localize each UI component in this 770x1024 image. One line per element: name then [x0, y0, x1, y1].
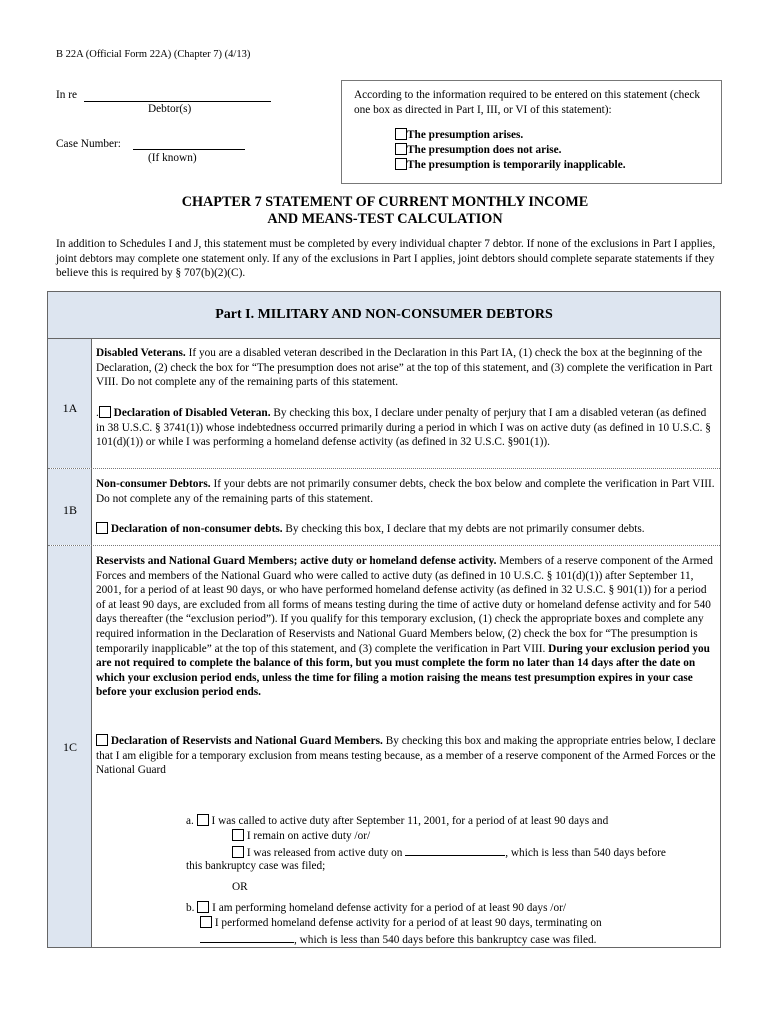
- case-number-field[interactable]: [133, 138, 245, 150]
- option-a-sub2-cont: this bankruptcy case was filed;: [186, 860, 326, 872]
- page-title: CHAPTER 7 STATEMENT OF CURRENT MONTHLY INCOME AND MEANS-TEST CALCULATION: [181, 194, 589, 227]
- part-1-heading: Part I. MILITARY AND NON-CONSUMER DEBTORS: [48, 292, 720, 339]
- disabled-veteran-checkbox[interactable]: [99, 406, 111, 418]
- option-a-checkbox[interactable]: [197, 814, 209, 826]
- if-known-label: (If known): [148, 152, 197, 164]
- option-b: b. I am performing homeland defense activity for a period of at least 90 days /or/: [186, 902, 566, 914]
- option-a-sub1: I remain on active duty /or/: [232, 829, 370, 844]
- option-b-sub2: , which is less than 540 days before this bankruptcy case was filed.: [200, 931, 596, 948]
- row-1b-text: Non-consumer Debtors. If your debts are not primarily consumer debts, check the box below and complete the verification in Part VIII. Do not complete any of the remaining parts of this statement.: [96, 478, 715, 505]
- row-divider: [48, 468, 720, 469]
- row-1a-text: Disabled Veterans. If you are a disabled veteran described in the Declaration in this Part IA, (1) check the box at the beginning of the Declaration, (2) check the box for “The presumption does not arise” at the top of this statement, and (3) complete the verification in Part VIII. Do not complete any of the remaining parts of this statement.: [96, 347, 713, 389]
- checkbox[interactable]: [395, 128, 407, 140]
- row-1c-number-cell: [48, 546, 92, 947]
- non-consumer-checkbox[interactable]: [96, 522, 108, 534]
- release-date-field[interactable]: [405, 844, 505, 856]
- option-a-sub2: I was released from active duty on , which is less than 540 days before: [232, 844, 666, 861]
- termination-date-field[interactable]: [200, 931, 294, 943]
- presumption-option-arises[interactable]: The presumption arises.: [395, 128, 523, 143]
- row-1a-number-cell: [48, 339, 92, 468]
- option-b-checkbox[interactable]: [197, 901, 209, 913]
- presumption-option-temporarily-inapplicable[interactable]: The presumption is temporarily inapplicable.: [395, 158, 626, 173]
- intro-text: In addition to Schedules I and J, this statement must be completed by every individual chapter 7 debtor. If none of the exclusions in Part I applies, joint debtors may complete one statement only. If any of the exclusions in Part I applies, joint debtors should complete separate statements if they believe this is required by § 707(b)(2)(C).: [56, 238, 716, 280]
- row-1b-declaration: Declaration of non-consumer debts. By checking this box, I declare that my debts are not primarily consumer debts.: [96, 522, 716, 537]
- row-1c-number: 1C: [62, 740, 77, 754]
- reservist-checkbox[interactable]: [96, 734, 108, 746]
- row-divider: [48, 545, 720, 546]
- row-1b-number: 1B: [62, 503, 77, 517]
- row-1c-text: Reservists and National Guard Members; active duty or homeland defense activity. Members of a reserve component of the Armed Forces and members of the National Guard who were called to active duty (as defined in 10 U.S.C. § 101(d)(1)) after September 11, 2001, for a period of at least 90 days, or who have performed homeland defense activity (as defined in 32 U.S.C. § 901(1)) for a period of at least 90 days, are excluded from all forms of means testing during the time of active duty or homeland defense activity and for 540 days thereafter (the “exclusion period”). If you qualify for this temporary exclusion, (1) check the appropriate boxes and complete any required information in the Declaration of Reservists and National Guard Members below, (2) check the box for “The presumption is temporarily inapplicable” at the top of this statement, and (3) complete the verification in Part VIII. During your exclusion period you are not required to complete the balance of this form, but you must complete the form no later than 14 days after the date on which your exclusion period ends, unless the time for filing a motion raising the means test presumption expires in your case before your exclusion period ends.: [96, 555, 713, 699]
- or-label: OR: [232, 881, 248, 893]
- part-1-table: [47, 291, 721, 948]
- form-id: B 22A (Official Form 22A) (Chapter 7) (4/13): [56, 49, 251, 60]
- presumption-option-does-not-arise[interactable]: The presumption does not arise.: [395, 143, 562, 158]
- in-re-label: [56, 88, 77, 103]
- row-1a-number: 1A: [62, 401, 78, 415]
- row-1b-number-cell: [48, 469, 92, 545]
- case-number-label: Case Number:: [56, 138, 121, 150]
- option-a: a. I was called to active duty after September 11, 2001, for a period of at least 90 days and: [186, 815, 609, 827]
- performed-checkbox[interactable]: [200, 916, 212, 928]
- option-b-sub1: I performed homeland defense activity for a period of at least 90 days, terminating on: [200, 916, 602, 931]
- debtors-label: Debtor(s): [148, 103, 192, 115]
- row-1a-declaration: . Declaration of Disabled Veteran. By checking this box, I declare under penalty of perjury that I am a disabled veteran (as defined in 38 U.S.C. § 3741(1)) whose indebtedness occurred primarily during a period in which I was on active duty (as defined in 10 U.S.C. § 101(d)(1)) or while I was performing a homeland defense activity (as defined in 32 U.S.C. §901(1)).: [96, 407, 711, 449]
- released-checkbox[interactable]: [232, 846, 244, 858]
- debtor-name-field[interactable]: [84, 90, 271, 102]
- in-re-text: In re: [56, 89, 78, 101]
- remain-active-checkbox[interactable]: [232, 829, 244, 841]
- checkbox[interactable]: [395, 143, 407, 155]
- presumption-box: [341, 80, 722, 184]
- checkbox[interactable]: [395, 158, 407, 170]
- presumption-intro: According to the information required to be entered on this statement (check one box as directed in Part I, III, or VI of this statement):: [354, 89, 701, 116]
- row-1c-declaration: Declaration of Reservists and National Guard Members. By checking this box and making the appropriate entries below, I declare that I am eligible for a temporary exclusion from means testing because, as a member of a reserve component of the Armed Forces or the National Guard: [96, 735, 716, 777]
